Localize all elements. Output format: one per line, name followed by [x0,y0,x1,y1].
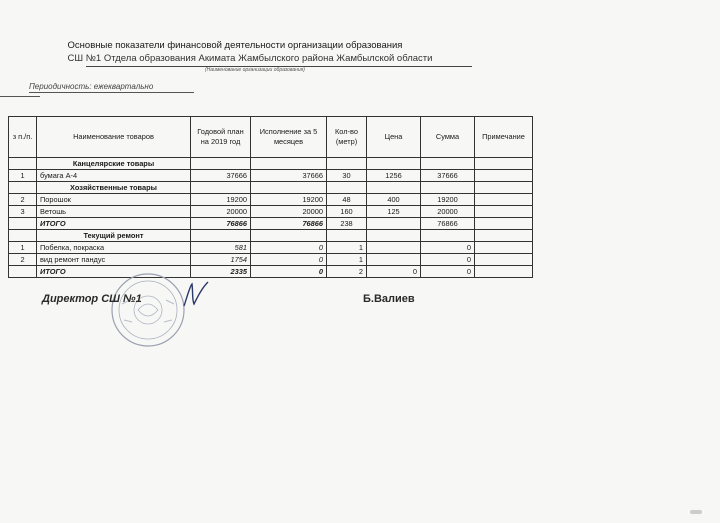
table-row [9,242,533,254]
col-header-execution: Исполнение за 5 месяцев [251,117,327,158]
cell-empty [475,182,533,194]
signer-name: Б.Валиев [363,293,415,305]
table-header-row [9,117,533,158]
cell-execution: 20000 [251,206,327,218]
col-header-plan: Годовой план на 2019 год [191,117,251,158]
cell-empty [421,230,475,242]
cell-empty [367,230,421,242]
cell-note [475,206,533,218]
cell-price: 1256 [367,170,421,182]
cell-empty [327,158,367,170]
col-header-quantity: Кол-во (метр) [327,117,367,158]
cell-section-name: Канцелярские товары [37,158,191,170]
cell-number [9,218,37,230]
cell-sum: 20000 [421,206,475,218]
divider-line [0,96,40,97]
cell-sum: 0 [421,242,475,254]
cell-plan: 37666 [191,170,251,182]
cell-plan: 76866 [191,218,251,230]
cell-execution: 0 [251,266,327,278]
cell-name: ИТОГО [37,266,191,278]
cell-note [475,254,533,266]
col-header-sum: Сумма [421,117,475,158]
cell-quantity: 48 [327,194,367,206]
cell-price [367,218,421,230]
cell-execution: 76866 [251,218,327,230]
col-header-number: з п./п. [9,117,37,158]
cell-quantity: 1 [327,242,367,254]
table-row [9,254,533,266]
cell-empty [251,182,327,194]
cell-empty [367,158,421,170]
table-row [9,206,533,218]
col-header-price: Цена [367,117,421,158]
total-row [9,266,533,278]
cell-section-name: Хозяйственные товары [37,182,191,194]
cell-execution: 37666 [251,170,327,182]
cell-plan: 20000 [191,206,251,218]
cell-plan: 19200 [191,194,251,206]
table-row [9,194,533,206]
cell-empty [191,230,251,242]
cell-number [9,158,37,170]
director-title: Директор СШ №1 [42,293,142,305]
cell-name: Ветошь [37,206,191,218]
cell-quantity: 30 [327,170,367,182]
cell-number [9,266,37,278]
org-caption: (Наименование организации образования) [205,67,305,73]
cell-note [475,266,533,278]
cell-number [9,230,37,242]
cell-empty [191,182,251,194]
cell-name: Побелка, покраска [37,242,191,254]
cell-empty [421,182,475,194]
table-row [9,170,533,182]
cell-number: 2 [9,194,37,206]
cell-quantity: 238 [327,218,367,230]
col-header-name: Наименование товаров [37,117,191,158]
cell-price: 0 [367,266,421,278]
cell-section-name: Текущий ремонт [37,230,191,242]
section-row [9,182,533,194]
cell-sum: 0 [421,254,475,266]
section-row [9,158,533,170]
organization-name: СШ №1 Отдела образования Акимата Жамбылского района Жамбылской области [67,53,433,64]
section-row [9,230,533,242]
cell-price [367,254,421,266]
total-row [9,218,533,230]
cell-execution: 19200 [251,194,327,206]
seal-stamp-icon [108,270,188,350]
document-title: Основные показатели финансовой деятельности организации образования [67,40,403,51]
cell-empty [251,158,327,170]
cell-sum: 76866 [421,218,475,230]
scan-mark [690,510,702,514]
cell-name: бумага А-4 [37,170,191,182]
cell-name: Порошок [37,194,191,206]
cell-empty [327,182,367,194]
cell-number: 3 [9,206,37,218]
cell-quantity: 1 [327,254,367,266]
cell-plan: 2335 [191,266,251,278]
periodicity-underline [29,92,194,93]
cell-quantity: 160 [327,206,367,218]
signature-icon [180,280,220,310]
cell-price: 400 [367,194,421,206]
cell-sum: 19200 [421,194,475,206]
cell-empty [421,158,475,170]
cell-note [475,242,533,254]
periodicity: Периодичность: ежеквартально [29,82,154,91]
cell-execution: 0 [251,242,327,254]
expenses-table [8,116,533,278]
cell-note [475,194,533,206]
cell-name: вид ремонт пандус [37,254,191,266]
cell-plan: 581 [191,242,251,254]
cell-sum: 37666 [421,170,475,182]
cell-number [9,182,37,194]
cell-quantity: 2 [327,266,367,278]
cell-sum: 0 [421,266,475,278]
cell-number: 1 [9,242,37,254]
cell-number: 1 [9,170,37,182]
cell-price [367,242,421,254]
cell-note [475,170,533,182]
cell-note [475,218,533,230]
cell-empty [327,230,367,242]
col-header-note: Примечание [475,117,533,158]
cell-plan: 1754 [191,254,251,266]
cell-number: 2 [9,254,37,266]
cell-name: ИТОГО [37,218,191,230]
cell-empty [191,158,251,170]
cell-empty [367,182,421,194]
cell-empty [475,158,533,170]
cell-empty [251,230,327,242]
cell-execution: 0 [251,254,327,266]
cell-price: 125 [367,206,421,218]
cell-empty [475,230,533,242]
